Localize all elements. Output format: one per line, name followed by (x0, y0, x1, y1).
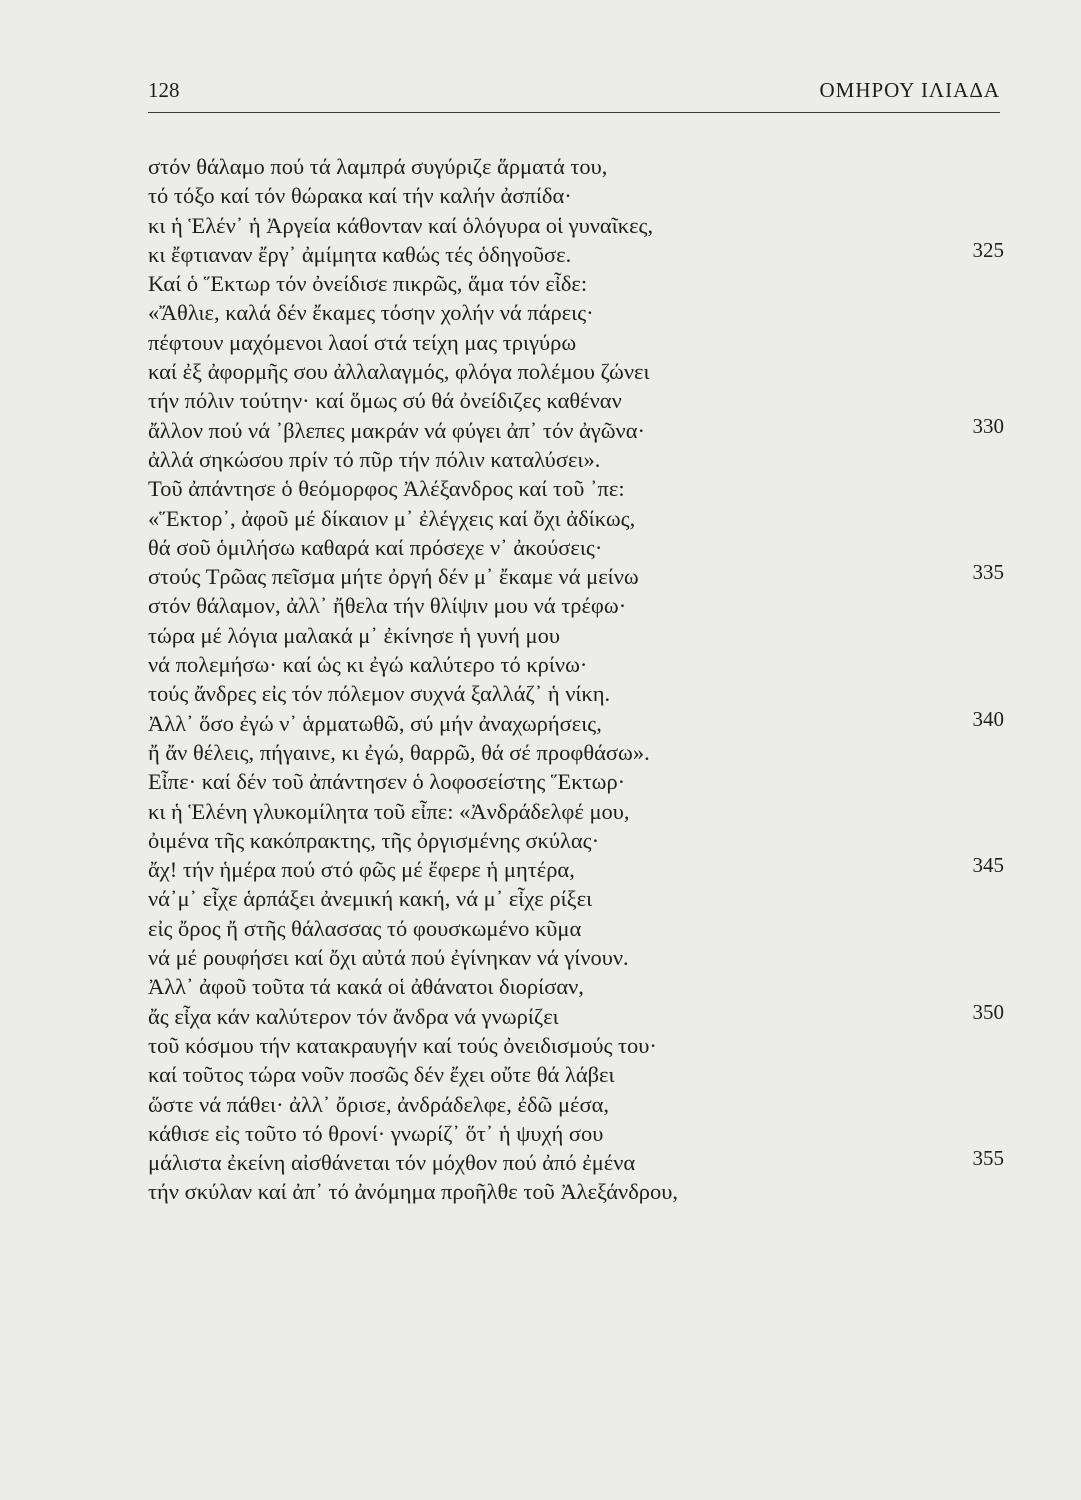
verse-text: κι ἔφτιαναν ἔργ᾽ ἀμίμητα καθώς τές ὁδηγοῦσε. (148, 241, 572, 267)
verse-text: νά πολεμήσω· καί ὡς κι ἐγώ καλύτερο τό κρίνω· (148, 652, 588, 678)
verse-text: κάθισε εἰς τοῦτο τό θρονί· γνωρίζ᾽ ὅτ᾽ ἡ ψυχή σου (148, 1120, 604, 1146)
verse-line (148, 1060, 1008, 1089)
page-header (148, 78, 1000, 114)
line-number: 350 (972, 999, 1004, 1024)
verse-line (148, 591, 1008, 620)
poem-text (148, 152, 1008, 1207)
verse-line (148, 767, 1008, 796)
verse-text: τό τόξο καί τόν θώρακα καί τήν καλήν ἀσπίδα· (148, 183, 572, 209)
verse-line (148, 357, 1008, 386)
running-title: ΟΜΗΡΟΥ ΙΛΙΑΔΑ (819, 78, 1000, 102)
verse-text: κι ἡ Ἑλέν᾽ ἡ Ἀργεία κάθονταν καί ὁλόγυρα οἱ γυναῖκες, (148, 212, 654, 238)
verse-line (148, 562, 1008, 591)
verse-line (148, 474, 1008, 503)
verse-text: εἰς ὄρος ἤ στῆς θάλασσας τό φουσκωμένο κῦμα (148, 915, 582, 941)
verse-line (148, 413, 1008, 445)
verse-line (148, 738, 1008, 767)
verse-line (148, 533, 1008, 562)
verse-line (148, 1031, 1008, 1060)
verse-text: Ἀλλ᾽ ἀφοῦ τοῦτα τά κακά οἱ ἀθάνατοι διορίσαν, (148, 974, 584, 1000)
verse-text: ἀλλά σηκώσου πρίν τό πῦρ τήν πόλιν καταλύσει». (148, 446, 601, 472)
verse-line (148, 999, 1008, 1031)
verse-line (148, 797, 1008, 826)
verse-text: Καί ὁ Ἕκτωρ τόν ὀνείδισε πικρῶς, ἅμα τόν εἶδε: (148, 271, 588, 297)
verse-text: ἤ ἄν θέλεις, πήγαινε, κι ἐγώ, θαρρῶ, θά σέ προφθάσω». (148, 739, 650, 765)
verse-text: στόν θάλαμο πού τά λαμπρά συγύριζε ἅρματά του, (148, 154, 608, 179)
verse-line (148, 211, 1008, 240)
verse-line (148, 1119, 1008, 1148)
verse-line (148, 269, 1008, 298)
header-rule (148, 112, 1000, 113)
line-number: 325 (972, 237, 1004, 262)
verse-line (148, 650, 1008, 679)
verse-line (148, 152, 1008, 181)
verse-text: στούς Τρῶας πεῖσμα μήτε ὀργή δέν μ᾽ ἔκαμε νά μείνω (148, 564, 639, 590)
verse-line (148, 972, 1008, 1001)
verse-text: νά μέ ρουφήσει καί ὄχι αὐτά πού ἐγίνηκαν νά γίνουν. (148, 945, 629, 971)
verse-line (148, 298, 1008, 327)
verse-text: ὥστε νά πάθει· ἀλλ᾽ ὄρισε, ἀνδράδελφε, ἐδῶ μέσα, (148, 1091, 610, 1117)
verse-text: Εἶπε· καί δέν τοῦ ἀπάντησεν ὁ λοφοσείστης Ἕκτωρ· (148, 769, 626, 795)
line-number: 335 (972, 560, 1004, 585)
verse-text: Τοῦ ἀπάντησε ὁ θεόμορφος Ἀλέξανδρος καί τοῦ ᾽πε: (148, 476, 625, 502)
verse-text: Ἀλλ᾽ ὅσο ἐγώ ν᾽ ἁρματωθῶ, σύ μήν ἀναχωρήσεις, (148, 710, 602, 736)
verse-line (148, 1090, 1008, 1119)
verse-line (148, 884, 1008, 913)
line-number: 355 (972, 1146, 1004, 1171)
verse-line (148, 943, 1008, 972)
verse-text: τοῦ κόσμου τήν κατακραυγήν καί τούς ὀνειδισμούς του· (148, 1032, 657, 1058)
verse-line (148, 706, 1008, 738)
page-number: 128 (148, 78, 180, 102)
verse-line (148, 504, 1008, 533)
verse-text: ὀιμένα τῆς κακόπρακτης, τῆς ὀργισμένης σκύλας· (148, 827, 600, 853)
verse-text: πέφτουν μαχόμενοι λαοί στά τείχη μας τριγύρω (148, 329, 577, 355)
verse-text: τήν πόλιν τούτην· καί ὅμως σύ θά ὀνείδιζες καθέναν (148, 388, 622, 414)
verse-text: τώρα μέ λόγια μαλακά μ᾽ ἐκίνησε ἡ γυνή μου (148, 622, 560, 648)
line-number: 330 (972, 413, 1004, 438)
verse-text: νά᾽μ᾽ εἶχε ἁρπάξει ἀνεμική κακή, νά μ᾽ εἶχε ρίξει (148, 886, 593, 912)
verse-line (148, 679, 1008, 708)
verse-text: ἄς εἶχα κάν καλύτερον τόν ἄνδρα νά γνωρίζει (148, 1003, 559, 1029)
verse-line (148, 1148, 1008, 1177)
line-number: 345 (972, 853, 1004, 878)
verse-text: κι ἡ Ἑλένη γλυκομίλητα τοῦ εἶπε: «Ἀνδράδελφέ μου, (148, 798, 630, 824)
verse-text: «Ἕκτορ᾽, ἀφοῦ μέ δίκαιον μ᾽ ἐλέγχεις καί ὄχι ἀδίκως, (148, 505, 636, 531)
verse-text: τούς ἄνδρες εἰς τόν πόλεμον συχνά ξαλλάζ᾽ ἡ νίκη. (148, 681, 611, 707)
verse-line (148, 445, 1008, 474)
verse-line (148, 914, 1008, 943)
verse-line (148, 386, 1008, 415)
verse-text: καί τοῦτος τώρα νοῦν ποσῶς δέν ἔχει οὔτε θά λάβει (148, 1062, 615, 1088)
verse-text: «Ἄθλιε, καλά δέν ἔκαμες τόσην χολήν νά πάρεις· (148, 300, 594, 326)
verse-text: θά σοῦ ὁμιλήσω καθαρά καί πρόσεχε ν᾽ ἀκούσεις· (148, 534, 603, 560)
verse-text: ἄλλον πού νά ᾽βλεπες μακράν νά φύγει ἀπ᾽ τόν ἀγῶνα· (148, 417, 646, 443)
verse-line (148, 855, 1008, 884)
verse-line (148, 237, 1008, 269)
verse-text: ἄχ! τήν ἡμέρα πού στό φῶς μέ ἔφερε ἡ μητέρα, (148, 857, 575, 883)
verse-text: τήν σκύλαν καί ἀπ᾽ τό ἀνόμημα προῆλθε τοῦ Ἀλεξάνδρου, (148, 1179, 679, 1205)
verse-text: μάλιστα ἐκείνη αἰσθάνεται τόν μόχθον πού ἀπό ἐμένα (148, 1150, 636, 1176)
verse-line (148, 1177, 1008, 1206)
verse-text: στόν θάλαμον, ἀλλ᾽ ἤθελα τήν θλίψιν μου νά τρέφω· (148, 593, 627, 619)
verse-line (148, 621, 1008, 650)
verse-line (148, 181, 1008, 210)
line-number: 340 (972, 706, 1004, 731)
verse-line (148, 328, 1008, 357)
verse-text: καί ἐξ ἀφορμῆς σου ἀλλαλαγμός, φλόγα πολέμου ζώνει (148, 359, 650, 385)
verse-line (148, 826, 1008, 855)
